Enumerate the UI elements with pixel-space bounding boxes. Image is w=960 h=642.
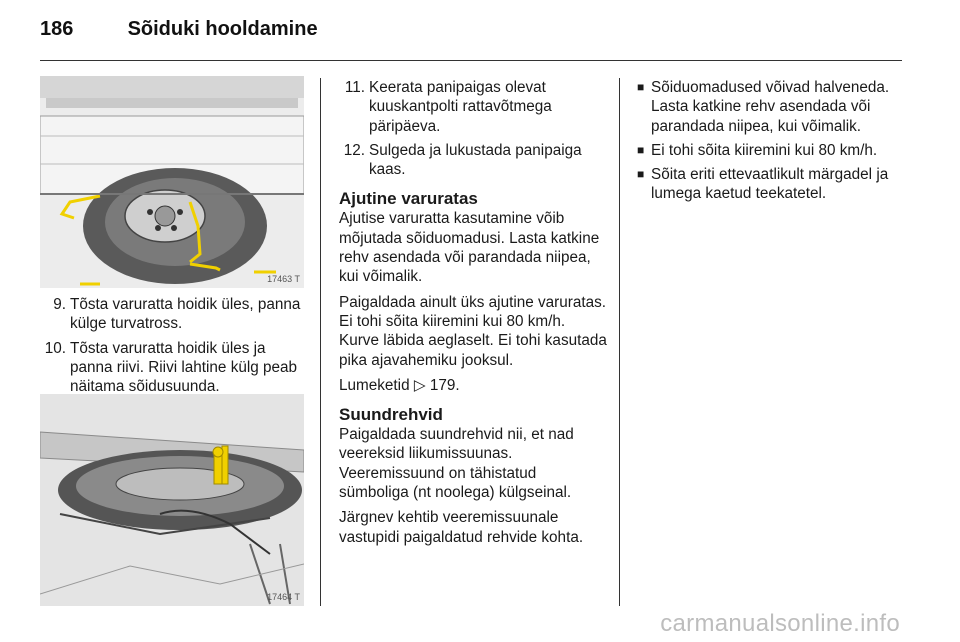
column-divider-1 (320, 78, 321, 606)
bullet-square-icon: ■ (637, 80, 645, 94)
column-divider-2 (619, 78, 620, 606)
watermark: carmanualsonline.info (660, 610, 900, 637)
paragraph-crossref: Lumeketid ▷ 179. (339, 376, 460, 394)
paragraph: Paigaldada ainult üks ajutine varuratas. Ei tohi sõita kiiremini kui 80 km/h. Kurve läbida aeglaselt. Ei tohi kasutada pika ajavahemiku jooksul. (339, 293, 607, 369)
paragraph: Paigaldada suundrehvid nii, et nad veereksid liikumissuunas. Veeremissuund on tähistatud sümboliga (nt noolega) külgseinal. (339, 426, 574, 502)
figure-spare-wheel-top (40, 76, 304, 288)
section-heading: Ajutine varuratas (339, 189, 478, 209)
bullet-square-icon: ■ (637, 142, 645, 157)
section-heading: Suundrehvid (339, 405, 443, 425)
bullet-square-icon: ■ (637, 167, 645, 182)
step-item: 11. Keerata panipaigas olevat kuuskantpolti rattavõtmega päripäeva. (344, 79, 552, 135)
figure-code: 17464 T (267, 592, 300, 602)
figure-spare-wheel-bottom (40, 394, 304, 606)
bullet-item: ■ Sõita eriti ettevaatlikult märgadel ja lumega kaetud teekatetel. (637, 166, 889, 203)
header-rule (40, 60, 902, 61)
spare-wheel-holder-illustration (40, 394, 304, 606)
page-title: Sõiduki hooldamine (127, 18, 318, 40)
paragraph: Ajutise varuratta kasutamine võib mõjutada sõiduomadusi. Lasta katkine rehv asendada või parandada niipea, kui võimalik. (339, 210, 600, 286)
step-item: 10. Tõsta varuratta hoidik üles ja panna riivi. Riivi lahtine külg peab näitama sõidusuunda. (44, 339, 298, 396)
figure-code: 17463 T (267, 274, 300, 284)
step-item: 12. Sulgeda ja lukustada panipaiga kaas. (343, 141, 582, 179)
column-2-text (339, 78, 607, 553)
step-item: 9. Tõsta varuratta hoidik üles, panna külge turvatross. (53, 296, 301, 333)
bullet-item: ■ Sõiduomadused võivad halveneda. Lasta katkine rehv asendada või parandada niipea, kui võimalik. (637, 79, 890, 135)
column-3-text (637, 78, 903, 209)
page-number: 186 (40, 18, 74, 40)
page-header (40, 18, 318, 41)
paragraph: Järgnev kehtib veeremissuunale vastupidi paigaldatud rehvide kohta. (339, 509, 584, 546)
column-1-text (40, 295, 304, 401)
page-link[interactable]: 179. (429, 376, 460, 394)
bullet-item: ■ Ei tohi sõita kiiremini kui 80 km/h. (637, 141, 878, 159)
spare-wheel-illustration (40, 76, 304, 288)
arrow-ref-icon: ▷ (413, 376, 426, 394)
